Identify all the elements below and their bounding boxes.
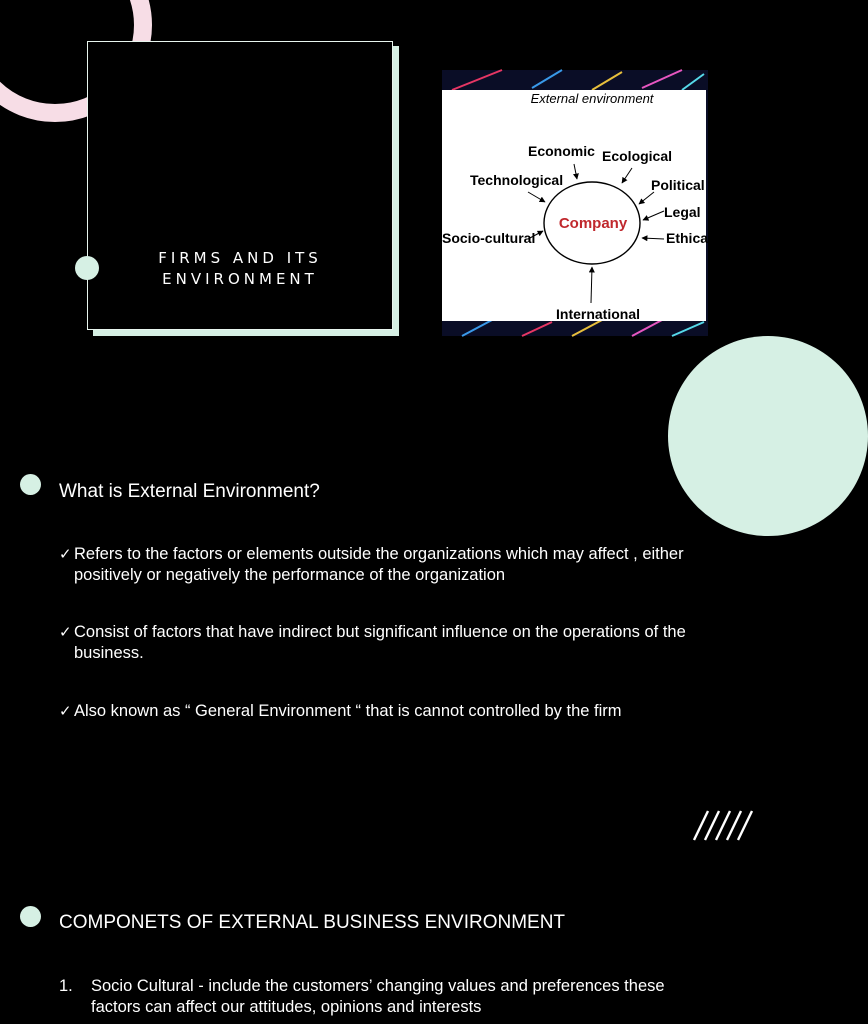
section-bullet-dot bbox=[20, 474, 41, 495]
section-heading-components: COMPONETS OF EXTERNAL BUSINESS ENVIRONMENT bbox=[59, 912, 566, 933]
diagram-caption: External environment bbox=[530, 91, 654, 106]
arrow-ethical bbox=[642, 238, 664, 239]
factor-ethical: Ethical bbox=[666, 230, 712, 246]
arrow-ecological bbox=[622, 168, 632, 183]
list-item bbox=[59, 701, 719, 722]
factor-socio-cultural: Socio-cultural bbox=[442, 230, 536, 246]
list-item-text: Refers to the factors or elements outside the organizations which may affect , either positively or negatively the performance of the organization bbox=[74, 545, 684, 584]
factor-ecological: Ecological bbox=[602, 148, 673, 164]
list-item-text: Also known as “ General Environment “ that is cannot controlled by the firm bbox=[74, 702, 622, 720]
list-item bbox=[59, 622, 719, 664]
decorative-slashes bbox=[694, 810, 760, 842]
factor-legal: Legal bbox=[664, 204, 701, 220]
numbered-list-item bbox=[59, 976, 719, 1018]
diagram-center-label: Company bbox=[558, 215, 628, 232]
decorative-mint-circle bbox=[660, 330, 768, 432]
factor-political: Political bbox=[651, 177, 705, 193]
arrow-economic bbox=[574, 164, 577, 179]
factor-technological: Technological bbox=[470, 172, 564, 188]
list-item-text: Consist of factors that have indirect but significant influence on the operations of the business. bbox=[74, 623, 686, 662]
slide-title bbox=[87, 248, 393, 290]
slide-title-line-2: ENVIRONMENT bbox=[162, 270, 318, 288]
factor-international: International bbox=[556, 306, 641, 322]
arrow-political bbox=[639, 192, 654, 204]
section-heading-external-environment: What is External Environment? bbox=[59, 481, 320, 502]
arrow-international bbox=[591, 267, 592, 303]
section-bullet-dot bbox=[20, 906, 41, 927]
environment-diagram bbox=[442, 90, 712, 322]
external-environment-image bbox=[442, 70, 712, 336]
checkmark-icon: ✓ bbox=[59, 546, 72, 563]
checkmark-icon: ✓ bbox=[59, 703, 72, 720]
list-item bbox=[59, 544, 719, 586]
list-number: 1. bbox=[59, 977, 73, 995]
arrow-technological bbox=[528, 192, 545, 202]
factor-economic: Economic bbox=[528, 143, 595, 159]
arrow-legal bbox=[643, 211, 664, 220]
slide-title-line-1: FIRMS AND ITS bbox=[158, 249, 322, 267]
environment-diagram-svg bbox=[442, 90, 712, 322]
list-item-text: Socio Cultural - include the customers’ changing values and preferences these factors can affect our attitudes, opinions and interests bbox=[91, 977, 665, 1016]
checkmark-icon: ✓ bbox=[59, 624, 72, 641]
